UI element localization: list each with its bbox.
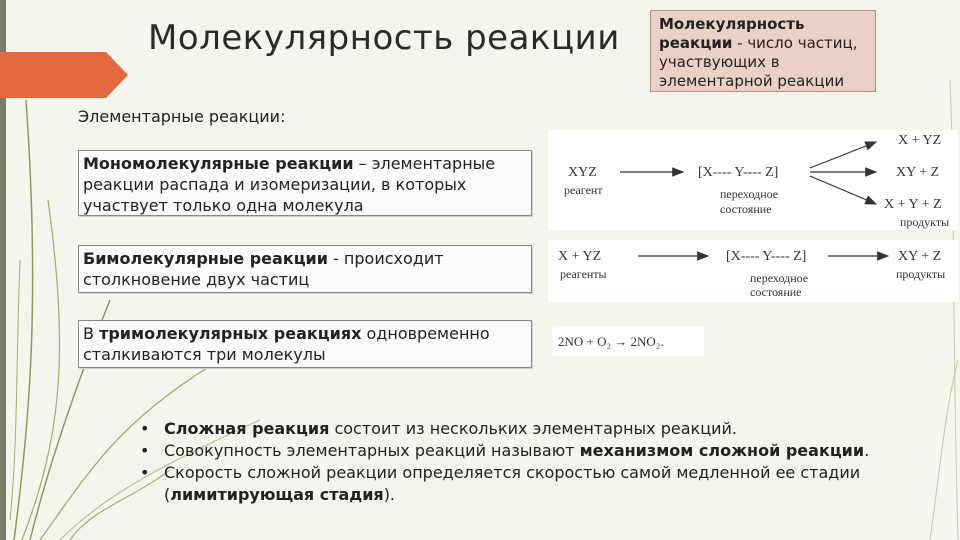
mono-term: Мономолекулярные реакции [83,154,354,173]
bi-transition-label-1: переходное [750,271,809,285]
definition-separator: - [732,34,748,52]
tri-scheme [552,326,704,356]
bi-reagent-label: реагенты [560,267,607,281]
mono-arrow-up [810,142,876,168]
bi-products-label: продукты [896,267,946,281]
bullet-bold: лимитирующая стадия [170,485,384,504]
bi-product: XY + Z [898,249,942,264]
bi-term: Бимолекулярные реакции [83,249,328,268]
tri-reaction-box [78,320,532,368]
mono-reagent: XYZ [568,165,597,180]
bi-reagent: X + YZ [558,249,602,264]
bullet-bold: механизмом сложной реакции [579,441,865,460]
mono-transition-label-2: состояние [720,202,772,216]
bullet-item: • Сложная реакция состоит из нескольких элементарных реакций. [140,418,920,440]
bullet-bold: Сложная реакция [164,419,330,438]
mono-product-3: X + Y + Z [884,197,942,212]
mono-transition: [X---- Y---- Z] [698,165,779,180]
mono-reagent-label: реагент [564,183,603,197]
definition-box [650,10,876,92]
summary-bullet-list [140,418,920,506]
title-accent-tab [0,52,128,98]
slide-title: Молекулярность реакции [148,18,620,58]
mono-reaction-box [78,150,532,216]
mono-transition-label-1: переходное [720,187,779,201]
section-subtitle: Элементарные реакции: [78,107,286,126]
tri-equation: 2NO + O₂ → 2NO₂. [558,334,664,349]
definition-text: число частиц, участвующих в элементарной реакции [659,34,858,90]
mono-arrow-down [810,176,876,204]
tri-prefix: В [83,324,100,343]
mono-product-2: XY + Z [896,165,940,180]
bi-scheme [548,240,958,302]
bi-description: - происходит столкновение двух частиц [83,249,444,289]
tri-term: тримолекулярных реакциях [99,324,362,343]
bullet-item: • Совокупность элементарных реакций называют механизмом сложной реакции. [140,440,920,462]
mono-scheme [548,130,958,230]
bullet-item: • Скорость сложной реакции определяется скоростью самой медленной ее стадии (лимитирующая стадия). [140,462,920,506]
tri-description: одновременно сталкиваются три молекулы [83,324,490,364]
mono-product-1: X + YZ [898,133,942,148]
definition-term: Молекулярность реакции [659,15,805,52]
mono-description: – элементарные реакции распада и изомеризации, в которых участвует только одна молекула [83,154,496,215]
mono-products-label: продукты [900,215,950,229]
bi-transition: [X---- Y---- Z] [726,249,807,264]
bi-reaction-box [78,245,532,293]
bi-transition-label-2: состояние [750,285,802,299]
